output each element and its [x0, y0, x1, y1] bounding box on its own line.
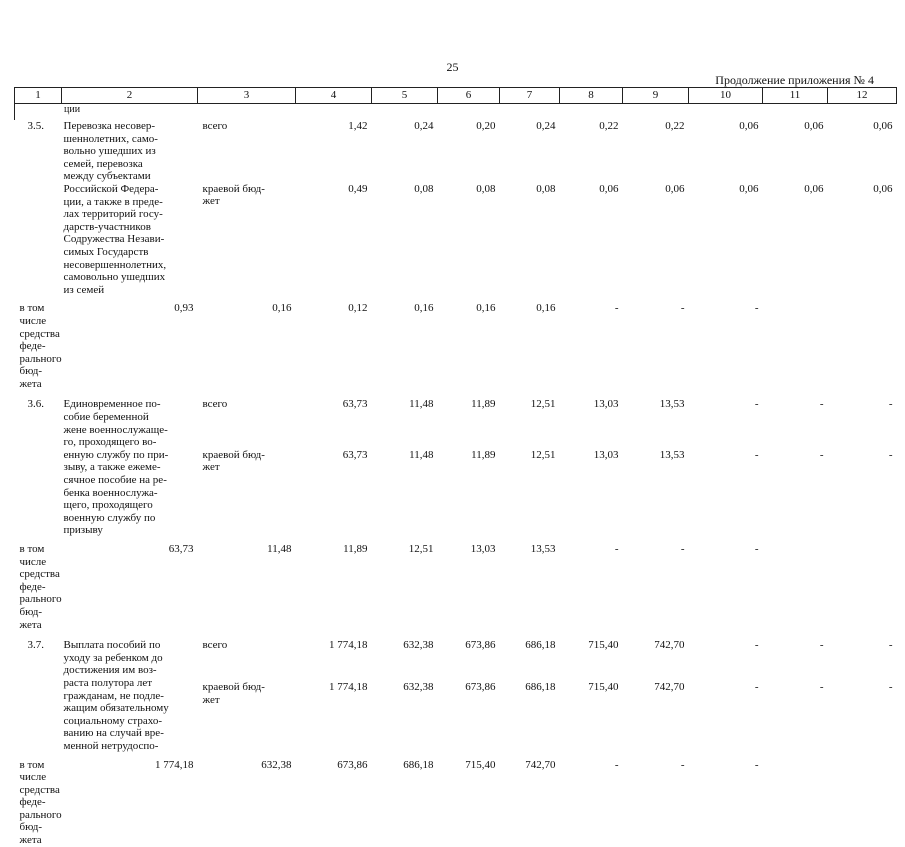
- value-cell: 0,12: [348, 302, 368, 315]
- value-cell: 673,86: [465, 680, 496, 693]
- value-cell: 632,38: [403, 680, 434, 693]
- value-cell: 0,06: [873, 120, 893, 132]
- value-cell: -: [888, 639, 893, 652]
- value-cell: 0,06: [665, 182, 685, 195]
- value-cell: 742,70: [654, 639, 685, 652]
- column-header: 11: [763, 88, 828, 104]
- value-cell: -: [754, 680, 759, 693]
- value-cell: 11,48: [409, 448, 434, 461]
- funding-category: всего: [202, 398, 228, 411]
- table-row: [15, 398, 897, 442]
- value-cell: -: [819, 398, 824, 411]
- value-cell: -: [614, 758, 619, 771]
- value-cell: 13,53: [530, 543, 556, 555]
- value-cell: 632,38: [261, 758, 292, 771]
- spacer-cell: [15, 390, 897, 398]
- value-cell: 0,08: [476, 182, 496, 195]
- value-cell: 0,20: [476, 120, 496, 132]
- column-header: 9: [623, 88, 689, 104]
- column-number-header-row: [15, 88, 897, 104]
- value-cell: -: [819, 639, 824, 652]
- value-cell: -: [680, 302, 685, 315]
- value-cell: 11,48: [267, 543, 292, 555]
- value-cell: 1,42: [348, 120, 368, 132]
- funding-category: в том числе средства феде- рального бюд- жета: [19, 302, 62, 390]
- table-row: [15, 639, 897, 675]
- column-header: 10: [689, 88, 763, 104]
- value-cell: 0,24: [414, 120, 434, 132]
- continuation-label: Продолжение приложения № 4: [715, 73, 874, 87]
- value-cell: -: [819, 680, 824, 693]
- column-header: 12: [828, 88, 897, 104]
- value-cell: 13,03: [470, 543, 496, 555]
- section-number: 3.7.: [27, 639, 44, 652]
- value-cell: 0,06: [739, 120, 759, 132]
- value-cell: 0,16: [536, 302, 556, 315]
- value-cell: 13,03: [593, 398, 619, 411]
- section-description: Единовременное по- собие беременной жене военнослужаще- го, проходящего во- енную службу по при- зыву, а также ежеме- сячное пособие на ре- бенка военнослужа- щего, проходящего военную службу по призыву: [63, 398, 169, 537]
- section-description: Перевозка несовер- шеннолетних, само- вольно ушедших из семей, перевозка между субъектами Российской Федера- ции, а также в преде- лах территорий госу- дарств-участников Содружества Незави- симых Государств несовершеннолетних, самовольно ушедших из семей: [63, 120, 167, 296]
- value-cell: 63,73: [342, 398, 368, 411]
- value-cell: 0,16: [414, 302, 434, 315]
- value-cell: -: [614, 302, 619, 315]
- value-cell: 715,40: [465, 758, 496, 771]
- budget-table: [14, 87, 897, 847]
- value-cell: 0,06: [599, 182, 619, 195]
- value-cell: 12,51: [530, 398, 556, 411]
- column-header: 2: [62, 88, 198, 104]
- value-cell: 0,06: [739, 182, 759, 195]
- carryover-text: ции: [15, 104, 897, 121]
- value-cell: 11,48: [409, 398, 434, 411]
- value-cell: 1 774,18: [329, 639, 368, 652]
- funding-category: в том числе средства феде- рального бюд- жета: [19, 758, 62, 847]
- page-number: 25: [446, 60, 459, 74]
- section-spacer: [15, 631, 897, 639]
- value-cell: 742,70: [654, 680, 685, 693]
- value-cell: -: [754, 302, 759, 315]
- table-row: [15, 120, 897, 177]
- funding-category: краевой бюд- жет: [202, 680, 265, 706]
- value-cell: 11,89: [343, 543, 368, 555]
- value-cell: 0,22: [665, 120, 685, 132]
- value-cell: 632,38: [403, 639, 434, 652]
- value-cell: -: [819, 448, 824, 461]
- value-cell: -: [754, 448, 759, 461]
- table-row: [15, 543, 897, 631]
- spacer-cell: [15, 631, 897, 639]
- value-cell: 1 774,18: [155, 758, 194, 771]
- value-cell: 0,06: [804, 120, 824, 132]
- value-cell: 13,53: [659, 448, 685, 461]
- value-cell: -: [680, 758, 685, 771]
- section-number: 3.6.: [27, 398, 44, 411]
- value-cell: 0,24: [536, 120, 556, 132]
- value-cell: 0,16: [476, 302, 496, 315]
- value-cell: 12,51: [408, 543, 434, 555]
- section-number: 3.5.: [27, 120, 44, 132]
- value-cell: 0,06: [804, 182, 824, 195]
- value-cell: 686,18: [525, 639, 556, 652]
- column-header: 1: [15, 88, 62, 104]
- value-cell: 0,08: [536, 182, 556, 195]
- value-cell: 11,89: [471, 398, 496, 411]
- table-body: [15, 104, 897, 847]
- value-cell: 13,03: [593, 448, 619, 461]
- funding-category: краевой бюд- жет: [202, 182, 265, 208]
- carryover-row: [15, 104, 897, 121]
- column-header: 5: [372, 88, 438, 104]
- value-cell: 63,73: [342, 448, 368, 461]
- value-cell: -: [614, 543, 619, 555]
- value-cell: 12,51: [530, 448, 556, 461]
- section-description: Выплата пособий по уходу за ребенком до достижения им воз- раста полутора лет гражданам, не подле- жащим обязательному социальному страхо- ванию на случай вре- менной нетрудоспо-: [63, 639, 169, 752]
- value-cell: 13,53: [659, 398, 685, 411]
- value-cell: 1 774,18: [329, 680, 368, 693]
- value-cell: 0,08: [414, 182, 434, 195]
- value-cell: 673,86: [465, 639, 496, 652]
- value-cell: -: [888, 398, 893, 411]
- value-cell: -: [754, 639, 759, 652]
- value-cell: 686,18: [403, 758, 434, 771]
- value-cell: -: [888, 448, 893, 461]
- value-cell: 0,22: [599, 120, 619, 132]
- column-header: 3: [198, 88, 296, 104]
- value-cell: -: [888, 680, 893, 693]
- value-cell: 0,06: [873, 182, 893, 195]
- column-header: 4: [296, 88, 372, 104]
- table-row: [15, 759, 897, 847]
- value-cell: 0,49: [348, 182, 368, 195]
- column-header: 6: [438, 88, 500, 104]
- value-cell: 63,73: [168, 543, 194, 555]
- funding-category: краевой бюд- жет: [202, 448, 265, 474]
- value-cell: 673,86: [337, 758, 368, 771]
- funding-category: в том числе средства феде- рального бюд- жета: [19, 543, 62, 631]
- value-cell: 0,93: [174, 302, 194, 315]
- funding-category: всего: [202, 639, 228, 652]
- value-cell: 0,16: [272, 302, 292, 315]
- column-header: 8: [560, 88, 623, 104]
- value-cell: 11,89: [471, 448, 496, 461]
- value-cell: -: [754, 543, 759, 555]
- value-cell: -: [754, 398, 759, 411]
- value-cell: 686,18: [525, 680, 556, 693]
- value-cell: -: [680, 543, 685, 555]
- table-row: [15, 302, 897, 390]
- section-spacer: [15, 390, 897, 398]
- column-header: 7: [500, 88, 560, 104]
- value-cell: 715,40: [588, 639, 619, 652]
- value-cell: 715,40: [588, 680, 619, 693]
- value-cell: 742,70: [525, 758, 556, 771]
- funding-category: всего: [202, 120, 228, 132]
- value-cell: -: [754, 758, 759, 771]
